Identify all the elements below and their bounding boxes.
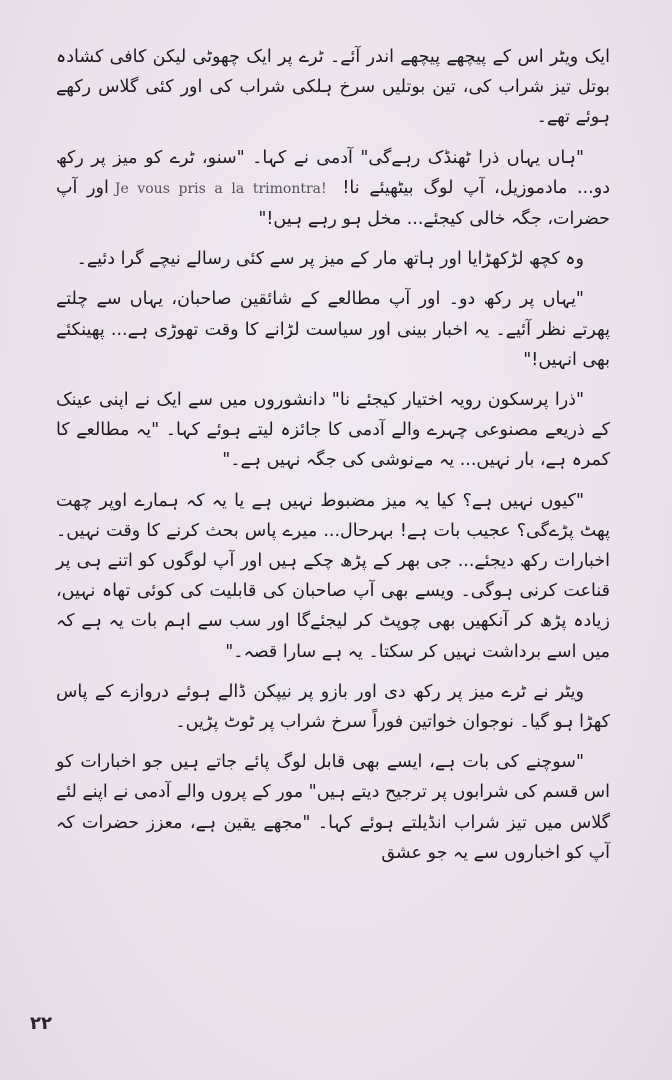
paragraph-6: "کیوں نہیں ہے؟ کیا یہ میز مضبوط نہیں ہے یا یہ کہ ہمارے اوپر چھت پھٹ پڑےگی؟ عجیب بات ہے! بہرحال... میرے پاس بحث کرنے کا وقت نہیں۔ اخبارات رکھ دیجئے... جی بھر کے پڑھ چکے ہیں اور آپ لوگوں کو اتنے ہی پر قناعت کرنی ہوگی۔ ویسے بھی آپ صاحبان کی قابلیت کی کوئی تھاہ نہیں، زیادہ پڑھ کر آنکھیں بھی چوپٹ کر لیجئےگا اور سب سے اہم بات یہ ہے کہ میں اسے برداشت نہیں کر سکتا۔ یہ ہے سارا قصہ۔"	[56, 490, 610, 662]
paragraph-2	[56, 143, 610, 235]
french-quote: Je vous pris a la trimontra!	[114, 180, 327, 197]
paragraph-4: "یہاں پر رکھ دو۔ اور آپ مطالعے کے شائقین صاحبان، یہاں سے چلتے پھرتے نظر آئیے۔ یہ اخبار بینی اور سیاست لڑانے کا وقت تھوڑی ہے... پھینکئے بھی انہیں!"	[56, 289, 610, 370]
paragraph-5: "ذرا پرسکون رویہ اختیار کیجئے نا" دانشوروں میں سے ایک نے اپنی عینک کے ذریعے مصنوعی چہرے والے آدمی کا جائزہ لیتے ہوئے کہا۔ "یہ مطالعے کا کمرہ ہے، بار نہیں... یہ مےنوشی کی جگہ نہیں ہے۔"	[56, 390, 610, 471]
paragraph-2-cont-a: اور آپ حضرات، جگہ خالی	[56, 177, 610, 230]
paragraph-2-cont-b: کیجئے... مخل ہو رہے ہیں!"	[258, 209, 464, 230]
paragraph-2-main: "ہاں یہاں ذرا ٹھنڈک رہےگی" آدمی نے کہا۔ "سنو، ٹرے کو میز پر رکھ دو... مادموزیل، آپ لوگ بیٹھیئے نا!	[56, 147, 610, 198]
page-number: ۲۲	[30, 1013, 52, 1034]
paragraph-3: وہ کچھ لڑکھڑایا اور ہاتھ مار کے میز پر سے کئی رسالے نیچے گرا دئیے۔	[76, 249, 584, 270]
page-body-text	[56, 42, 610, 878]
paragraph-7: ویٹر نے ٹرے میز پر رکھ دی اور بازو پر نیپکن ڈالے ہوئے دروازے کے پاس کھڑا ہو گیا۔ نوجوان خواتین فوراً سرخ شراب پر ٹوٹ پڑیں۔	[56, 681, 610, 733]
paragraph-8: "سوچنے کی بات ہے، ایسے بھی قابل لوگ پائے جاتے ہیں جو اخبارات کو اس قسم کی شرابوں پر ترجیح دیتے ہیں" مور کے پروں والے آدمی نے اپنے لئے گلاس میں تیز شراب انڈیلتے ہوئے کہا۔ "مجھے یقین ہے، معزز حضرات کہ آپ کو اخباروں سے یہ جو عشق	[56, 752, 610, 863]
paragraph-1: ایک ویٹر اس کے پیچھے پیچھے اندر آئے۔ ٹرے پر ایک چھوٹی لیکن کافی کشادہ بوتل تیز شراب کی، تین بوتلیں سرخ ہلکی شراب کی اور کئی گلاس رکھے ہوئے تھے۔	[56, 47, 610, 128]
